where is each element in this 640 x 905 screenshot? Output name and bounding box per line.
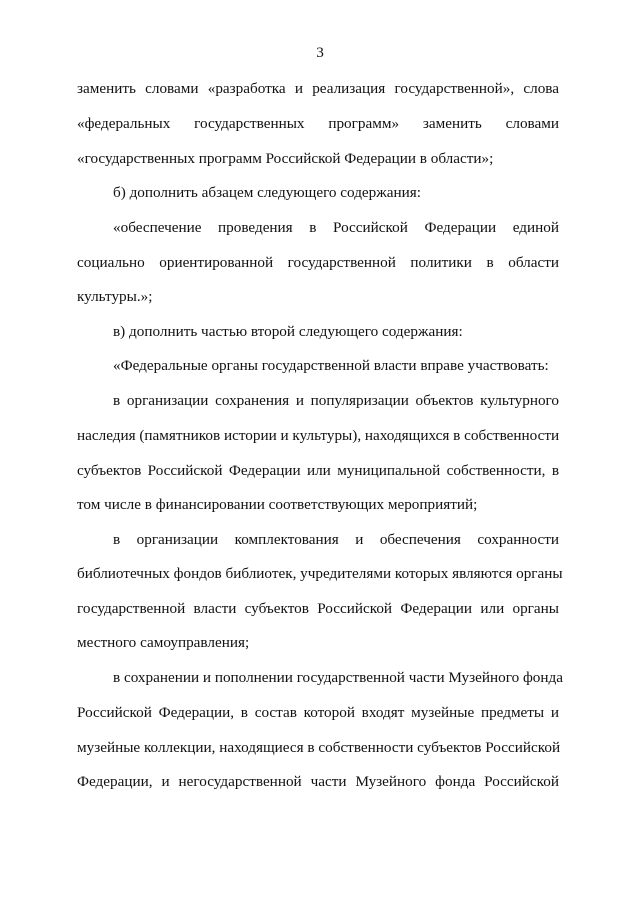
- text-line: в организации сохранения и популяризации объектов культурного: [113, 392, 559, 409]
- text-line: наследия (памятников истории и культуры), находящихся в собственности: [77, 427, 560, 444]
- text-line: «обеспечение проведения в Российской Федерации единой: [113, 219, 559, 236]
- text-line: в сохранении и пополнении государственной части Музейного фонда: [113, 669, 563, 686]
- text-line: библиотечных фондов библиотек, учредителями которых являются органы: [77, 565, 563, 582]
- text-line: местного самоуправления;: [77, 634, 250, 651]
- page-number: 3: [316, 44, 324, 61]
- text-line: музейные коллекции, находящиеся в собственности субъектов Российской: [77, 739, 561, 756]
- text-line: в организации комплектования и обеспечения сохранности: [113, 531, 559, 548]
- text-line: «Федеральные органы государственной власти вправе участвовать:: [113, 357, 549, 374]
- text-line: Федерации, и негосударственной части Музейного фонда Российской: [77, 773, 559, 790]
- text-line: социально ориентированной государственной политики в области: [77, 254, 559, 271]
- text-line: заменить словами «разработка и реализация государственной», слова: [77, 80, 559, 97]
- text-line: Российской Федерации, в состав которой входят музейные предметы и: [77, 704, 559, 721]
- text-line: том числе в финансировании соответствующих мероприятий;: [77, 496, 478, 513]
- text-line: «федеральных государственных программ» заменить словами: [77, 115, 559, 132]
- text-line: б) дополнить абзацем следующего содержания:: [113, 184, 421, 201]
- text-line: «государственных программ Российской Федерации в области»;: [77, 150, 494, 167]
- text-line: субъектов Российской Федерации или муниципальной собственности, в: [77, 462, 559, 479]
- text-line: культуры.»;: [77, 288, 153, 305]
- text-line: государственной власти субъектов Российской Федерации или органы: [77, 600, 559, 617]
- text-line: в) дополнить частью второй следующего содержания:: [113, 323, 463, 340]
